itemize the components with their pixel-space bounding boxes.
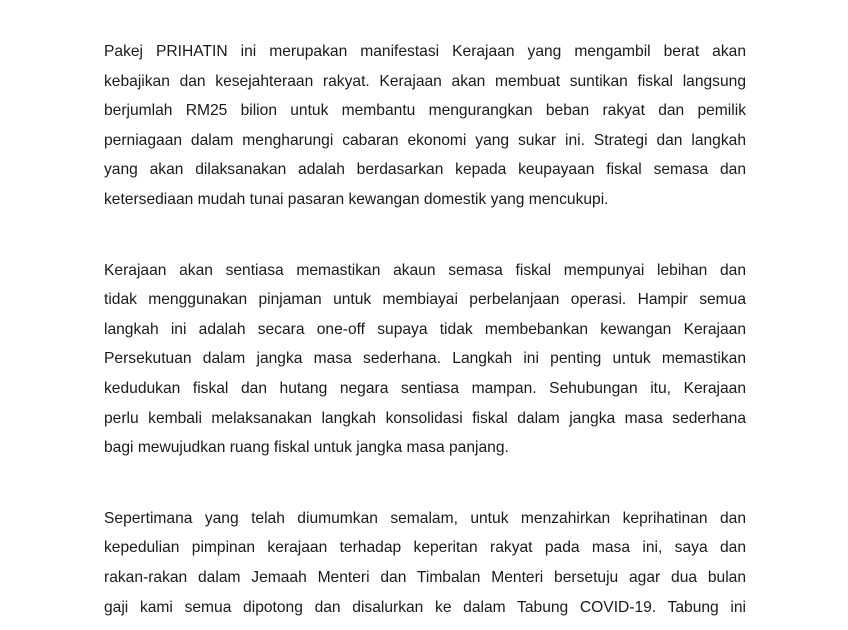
text-line: ketersediaan mudah tunai pasaran kewangan domestik yang mencukupi. bbox=[104, 190, 609, 208]
text-line: Persekutuan dalam jangka masa sederhana. Langkah ini penting untuk memastikan bbox=[104, 350, 746, 368]
text-line: yang akan dilaksanakan adalah berdasarkan kepada keupayaan fiskal semasa dan bbox=[104, 161, 746, 179]
text-line: gaji kami semua dipotong dan disalurkan ke dalam Tabung COVID-19. Tabung ini bbox=[104, 598, 746, 616]
text-line: tidak menggunakan pinjaman untuk membiayai perbelanjaan operasi. Hampir semua bbox=[104, 291, 746, 309]
text-line: langkah ini adalah secara one-off supaya tidak membebankan kewangan Kerajaan bbox=[104, 320, 746, 338]
paragraph-fiscal-account bbox=[104, 256, 746, 463]
text-line: Pakej PRIHATIN ini merupakan manifestasi Kerajaan yang mengambil berat akan bbox=[104, 43, 746, 60]
text-line: kebajikan dan kesejahteraan rakyat. Kerajaan akan membuat suntikan fiskal langsung bbox=[104, 72, 746, 90]
paragraph-spacer bbox=[104, 215, 746, 256]
text-line: kedudukan fiskal dan hutang negara sentiasa mampan. Sehubungan itu, Kerajaan bbox=[104, 379, 746, 397]
paragraph-salary-cut bbox=[104, 504, 746, 622]
text-line: Kerajaan akan sentiasa memastikan akaun semasa fiskal mempunyai lebihan dan bbox=[104, 261, 746, 279]
text-line: perniagaan dalam mengharungi cabaran ekonomi yang sukar ini. Strategi dan langkah bbox=[104, 131, 746, 149]
text-line: rakan-rakan dalam Jemaah Menteri dan Timbalan Menteri bersetuju agar dua bulan bbox=[104, 568, 746, 586]
text-line: perlu kembali melaksanakan langkah konsolidasi fiskal dalam jangka masa sederhana bbox=[104, 409, 746, 427]
text-line: bagi mewujudkan ruang fiskal untuk jangka masa panjang. bbox=[104, 439, 509, 457]
paragraph-spacer bbox=[104, 463, 746, 504]
document-page bbox=[104, 37, 746, 622]
text-line: berjumlah RM25 bilion untuk membantu mengurangkan beban rakyat dan pemilik bbox=[104, 102, 746, 120]
text-line: Sepertimana yang telah diumumkan semalam, untuk menzahirkan keprihatinan dan bbox=[104, 509, 746, 527]
paragraph-prihatin-package bbox=[104, 37, 746, 215]
text-line: kepedulian pimpinan kerajaan terhadap keperitan rakyat pada masa ini, saya dan bbox=[104, 539, 746, 557]
